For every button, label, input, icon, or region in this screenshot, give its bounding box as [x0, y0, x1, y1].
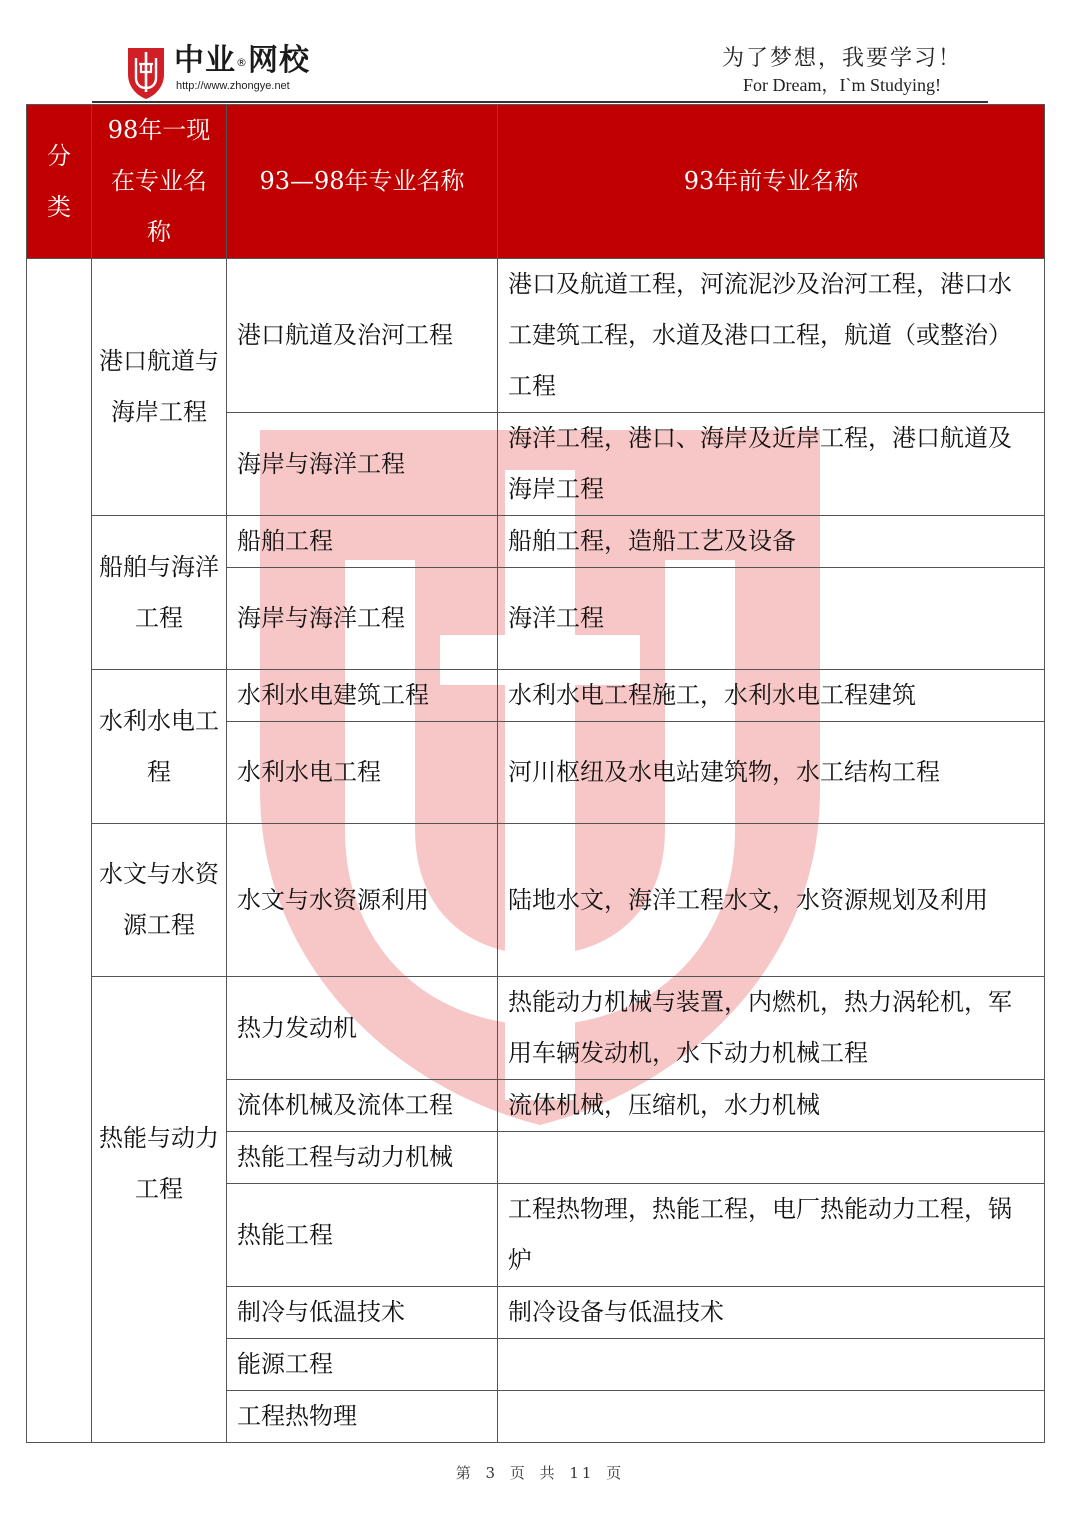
brand-name-part1: 中业	[174, 43, 236, 78]
page-header	[0, 0, 1080, 104]
old-major-cell	[498, 1132, 1045, 1184]
table-row	[27, 824, 1045, 977]
header-category-line1: 分	[47, 141, 71, 170]
header-current-line3: 称	[147, 218, 171, 246]
brand-logo	[124, 44, 310, 100]
current-major-cell: 港口航道与海岸工程	[92, 259, 227, 516]
mid-major-cell: 工程热物理	[227, 1391, 498, 1443]
table	[26, 104, 1045, 1443]
major-comparison-table	[26, 104, 1045, 1443]
old-major-cell: 船舶工程，造船工艺及设备	[498, 516, 1045, 568]
table-row	[27, 259, 1045, 413]
mid-major-cell: 热能工程	[227, 1184, 498, 1287]
slogan	[722, 44, 962, 96]
header-current-line1: 98年一现	[107, 116, 211, 144]
old-major-cell: 海洋工程，港口、海岸及近岸工程，港口航道及海岸工程	[498, 413, 1045, 516]
mid-major-cell: 水利水电工程	[227, 722, 498, 824]
mid-major-cell: 水文与水资源利用	[227, 824, 498, 977]
table-header-row	[27, 105, 1045, 259]
mid-major-cell: 制冷与低温技术	[227, 1287, 498, 1339]
old-major-cell: 热能动力机械与装置，内燃机，热力涡轮机，军用车辆发动机，水下动力机械工程	[498, 977, 1045, 1080]
mid-major-cell: 热能工程与动力机械	[227, 1132, 498, 1184]
mid-major-cell: 流体机械及流体工程	[227, 1080, 498, 1132]
old-major-cell: 制冷设备与低温技术	[498, 1287, 1045, 1339]
header-current-line2: 在专业名	[111, 167, 207, 195]
mid-major-cell: 热力发动机	[227, 977, 498, 1080]
zhongye-shield-logo-icon	[124, 44, 168, 100]
mid-major-cell: 船舶工程	[227, 516, 498, 568]
old-major-cell: 海洋工程	[498, 568, 1045, 670]
old-major-cell: 河川枢纽及水电站建筑物，水工结构工程	[498, 722, 1045, 824]
table-row	[27, 977, 1045, 1080]
slogan-chinese: 为了梦想，我要学习！	[721, 46, 962, 71]
header-divider	[92, 101, 988, 103]
category-cell	[27, 259, 92, 1443]
header-93-98-major: 93—98年专业名称	[227, 105, 498, 259]
old-major-cell	[498, 1339, 1045, 1391]
current-major-cell: 船舶与海洋工程	[92, 516, 227, 670]
brand-name	[174, 44, 310, 78]
mid-major-cell: 海岸与海洋工程	[227, 413, 498, 516]
old-major-cell: 流体机械，压缩机，水力机械	[498, 1080, 1045, 1132]
current-major-cell: 热能与动力工程	[92, 977, 227, 1443]
old-major-cell	[498, 1391, 1045, 1443]
old-major-cell: 水利水电工程施工，水利水电工程建筑	[498, 670, 1045, 722]
mid-major-cell: 海岸与海洋工程	[227, 568, 498, 670]
header-current-major	[92, 105, 227, 259]
mid-major-cell: 港口航道及治河工程	[227, 259, 498, 413]
old-major-cell: 陆地水文，海洋工程水文，水资源规划及利用	[498, 824, 1045, 977]
page-number: 第 3 页 共 11 页	[455, 1464, 625, 1482]
brand-name-part2: 网校	[248, 43, 310, 78]
old-major-cell: 港口及航道工程，河流泥沙及治河工程，港口水工建筑工程，水道及港口工程，航道（或整治）工程	[498, 259, 1045, 413]
registered-mark: ®	[236, 56, 248, 69]
old-major-cell: 工程热物理，热能工程，电厂热能动力工程，锅炉	[498, 1184, 1045, 1287]
mid-major-cell: 水利水电建筑工程	[227, 670, 498, 722]
slogan-english: For Dream，I`m Studying!	[743, 75, 941, 95]
header-pre93-major: 93年前专业名称	[498, 105, 1045, 259]
mid-major-cell: 能源工程	[227, 1339, 498, 1391]
table-row	[27, 670, 1045, 722]
header-category-line2: 类	[47, 192, 71, 221]
current-major-cell: 水文与水资源工程	[92, 824, 227, 977]
table-row	[27, 516, 1045, 568]
current-major-cell: 水利水电工程	[92, 670, 227, 824]
brand-url: http://www.zhongye.net	[176, 80, 290, 92]
header-category	[27, 105, 92, 259]
